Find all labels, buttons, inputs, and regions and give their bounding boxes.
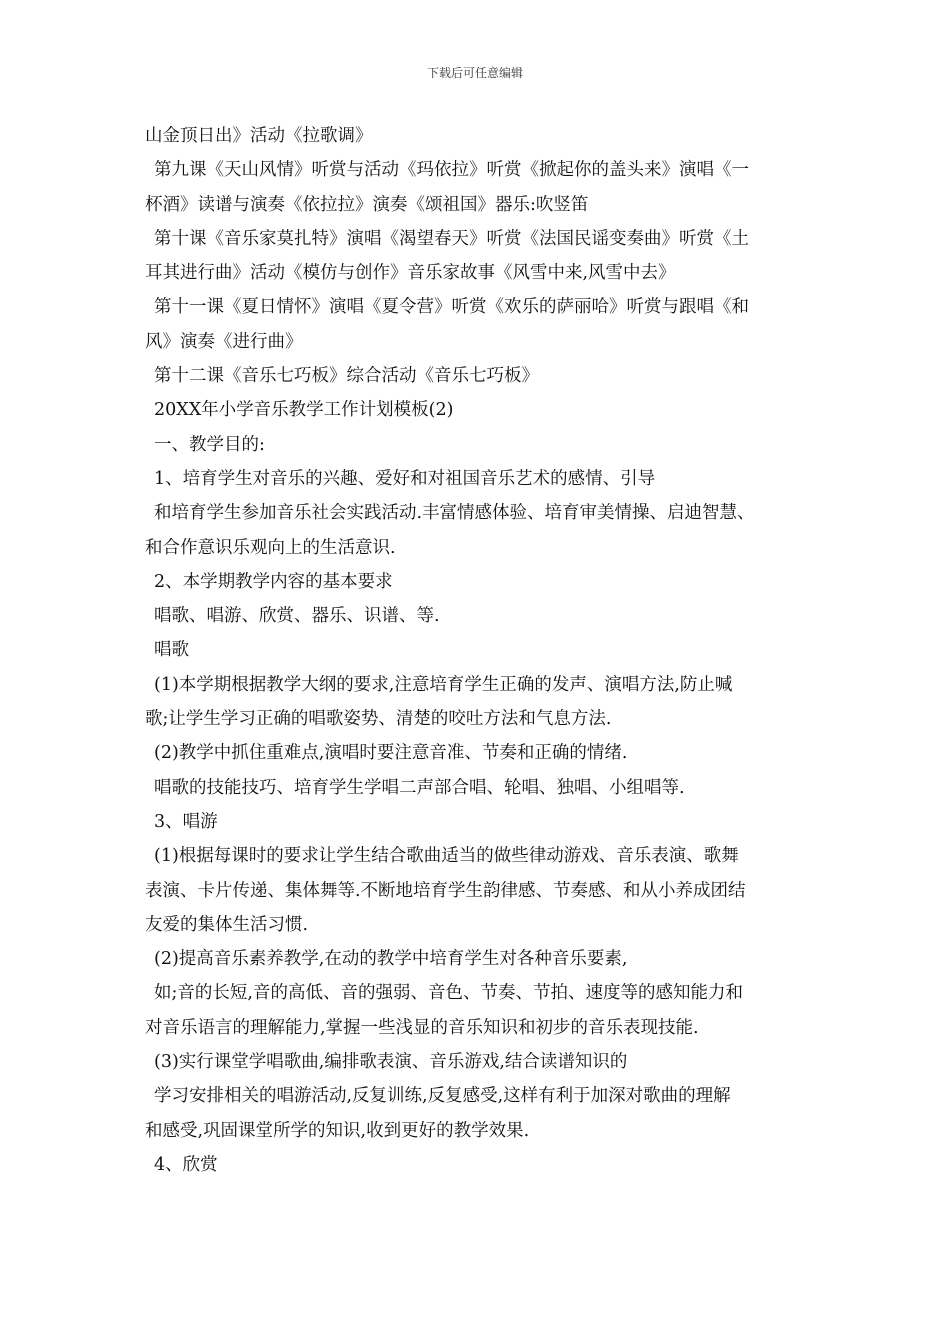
text-line: 学习安排相关的唱游活动,反复训练,反复感受,这样有利于加深对歌曲的理解 <box>154 1086 731 1107</box>
text-line: 风》演奏《进行曲》 <box>145 331 303 352</box>
text-line: 耳其进行曲》活动《模仿与创作》音乐家故事《风雪中来,风雪中去》 <box>145 263 676 284</box>
text-line: 第十二课《音乐七巧板》综合活动《音乐七巧板》 <box>154 366 539 387</box>
text-line: 对音乐语言的理解能力,掌握一些浅显的音乐知识和初步的音乐表现技能. <box>145 1017 699 1038</box>
text-line: 一、教学目的: <box>154 434 265 455</box>
text-line: 和合作意识乐观向上的生活意识. <box>145 537 396 558</box>
text-line: 4、欣赏 <box>154 1154 218 1175</box>
document-body <box>145 119 810 1182</box>
text-line: 友爱的集体生活习惯. <box>145 914 309 935</box>
text-line: 1、培育学生对音乐的兴趣、爱好和对祖国音乐艺术的感情、引导 <box>154 468 656 489</box>
text-line: 唱歌的技能技巧、培育学生学唱二声部合唱、轮唱、独唱、小组唱等. <box>154 777 685 798</box>
text-line: 表演、卡片传递、集体舞等.不断地培育学生韵律感、节奏感、和从小养成团结 <box>145 880 746 901</box>
text-line: (2)提高音乐素养教学,在动的教学中培育学生对各种音乐要素, <box>154 949 628 970</box>
text-line: 山金顶日出》活动《拉歌调》 <box>145 126 373 146</box>
text-line: 杯酒》读谱与演奏《依拉拉》演奏《颂祖国》器乐:吹竖笛 <box>145 194 589 215</box>
text-line: 2、本学期教学内容的基本要求 <box>154 571 393 592</box>
text-line: 20XX年小学音乐教学工作计划模板(2) <box>154 400 454 421</box>
text-line: 第十一课《夏日情怀》演唱《夏令营》听赏《欢乐的萨丽哈》听赏与跟唱《和 <box>154 297 749 318</box>
text-line: (2)教学中抓住重难点,演唱时要注意音准、节奏和正确的情绪. <box>154 743 628 764</box>
text-line: 3、唱游 <box>154 811 218 832</box>
text-line: 唱歌 <box>154 640 189 661</box>
text-line: 和培育学生参加音乐社会实践活动.丰富情感体验、培育审美情操、启迪智慧、 <box>154 503 755 524</box>
text-line: 第九课《天山风情》听赏与活动《玛依拉》听赏《掀起你的盖头来》演唱《一 <box>154 160 749 181</box>
text-line: 歌;让学生学习正确的唱歌姿势、清楚的咬吐方法和气息方法. <box>145 709 612 730</box>
text-line: 和感受,巩固课堂所学的知识,收到更好的教学效果. <box>145 1120 530 1141</box>
text-line: 第十课《音乐家莫扎特》演唱《渴望春天》听赏《法国民谣变奏曲》听赏《土 <box>154 228 749 249</box>
text-line: (1)根据每课时的要求让学生结合歌曲适当的做些律动游戏、音乐表演、歌舞 <box>154 846 739 867</box>
text-line: 唱歌、唱游、欣赏、器乐、识谱、等. <box>154 606 440 627</box>
text-line: (1)本学期根据教学大纲的要求,注意培育学生正确的发声、演唱方法,防止喊 <box>154 674 733 695</box>
text-line: 如;音的长短,音的高低、音的强弱、音色、节奏、节拍、速度等的感知能力和 <box>154 983 743 1004</box>
page-header: 下载后可任意编辑 <box>426 66 523 80</box>
text-line: (3)实行课堂学唱歌曲,编排歌表演、音乐游戏,结合读谱知识的 <box>154 1052 628 1073</box>
